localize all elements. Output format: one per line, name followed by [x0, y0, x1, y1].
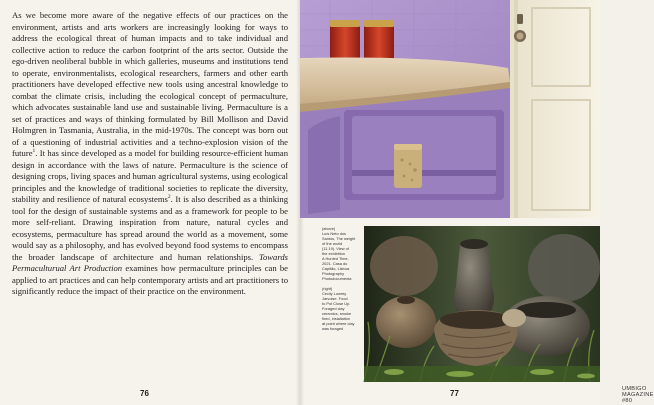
- caption-line: Foraged clay: [322, 306, 345, 311]
- footnote-marker: 2: [167, 194, 171, 201]
- page-number-left: 76: [140, 389, 149, 398]
- caption-label-right: (right): [322, 286, 333, 291]
- body-text-part: examines how permaculture principles can be applied to art practices and can help contemporary artists and art practitioners to significantly reduce the impact of their practice on the environment.: [12, 263, 288, 296]
- caption-line: of the world: [322, 241, 343, 246]
- caption-line: to Pot Close Up.: [322, 301, 351, 306]
- body-text-part: As we become more aware of the negative effects of our practices on the environment, artists and arts workers are increasingly looking for ways to address the ecological threat of human impacts and to take individual and collective action to reduce the carbon footprint of the arts sector. Outside the ego-driven neoliberal bubble in which galleries, museums and institutions tend to operate, environmentalists, ecological researchers, farmers and other earth practitioners have developed effective new tools using ancestral knowledge to combat the climate crisis, including the ecological concept of permaculture, which advocates sustainable land use and sustainable living. Permaculture is a set of practices and ways of thinking formulated by Bill Mollison and David Holmgren in Tasmania, Australia, in the mid-1970s. The concept was born out of a questioning of industrial activities and a techno-explosion vision of the future: [12, 10, 288, 158]
- caption-line: ceramics, smoke: [322, 311, 352, 316]
- caption-line: at point where clay: [322, 321, 355, 326]
- body-text-part: . It has since developed as a model for building resource-efficient human design in accordance with the laws of nature. Permaculture is the science of designing crops, living spaces and human agricultural systems, using ecological principles and the knowledge of traditional societies to replicate the diversity, stability and resilience of natural ecosystems: [12, 148, 288, 204]
- caption-line: Photodocumenta: [322, 276, 352, 281]
- caption-line: Jarvoise. Food: [322, 296, 348, 301]
- photo-clay-ceramics: [364, 226, 600, 382]
- footnote-marker: 1: [32, 148, 36, 155]
- caption-line: the exhibition: [322, 251, 345, 256]
- caption-line: Santos, The weight: [322, 236, 356, 241]
- caption-line: Cecily Lowrey: [322, 291, 347, 296]
- magazine-footer-label: UMBIGO MAGAZINE #80: [622, 386, 654, 404]
- caption-line: Photography: [322, 271, 345, 276]
- caption-line: Capitão, Lisboa.: [322, 266, 351, 271]
- photo-caption: [322, 226, 362, 331]
- caption-line: Luís Neto dos: [322, 231, 347, 236]
- caption-line: 2021. Casa do: [322, 261, 348, 266]
- left-page: [0, 0, 300, 405]
- photo-clay-ceramics-drawing: [364, 226, 600, 382]
- photo-lilac-kitchen-drawing: [300, 0, 600, 218]
- caption-line: (11.19). View of: [322, 246, 349, 251]
- page-number-right: 77: [450, 389, 459, 398]
- photo-lilac-kitchen: [300, 0, 600, 218]
- article-body-text: [12, 10, 288, 298]
- book-title: Towards Permaculturual Art Production: [12, 251, 288, 273]
- caption-line: fired, installation: [322, 316, 351, 321]
- body-text-part: . It is also described as a thinking tool for the design of sustainable systems and as a framework for people to be more self-reliant. Drawing inspiration from nature, natural cycles and ecosystems, permaculture has spread around the world as a movement, some would say as a philosophy, and has evolved beyond food systems to encompass the broader landscape of architecture and human relationships.: [12, 194, 288, 262]
- caption-line: A Hunted Time,: [322, 256, 349, 261]
- caption-label-above: (above): [322, 226, 336, 231]
- caption-line: was foraged: [322, 326, 344, 331]
